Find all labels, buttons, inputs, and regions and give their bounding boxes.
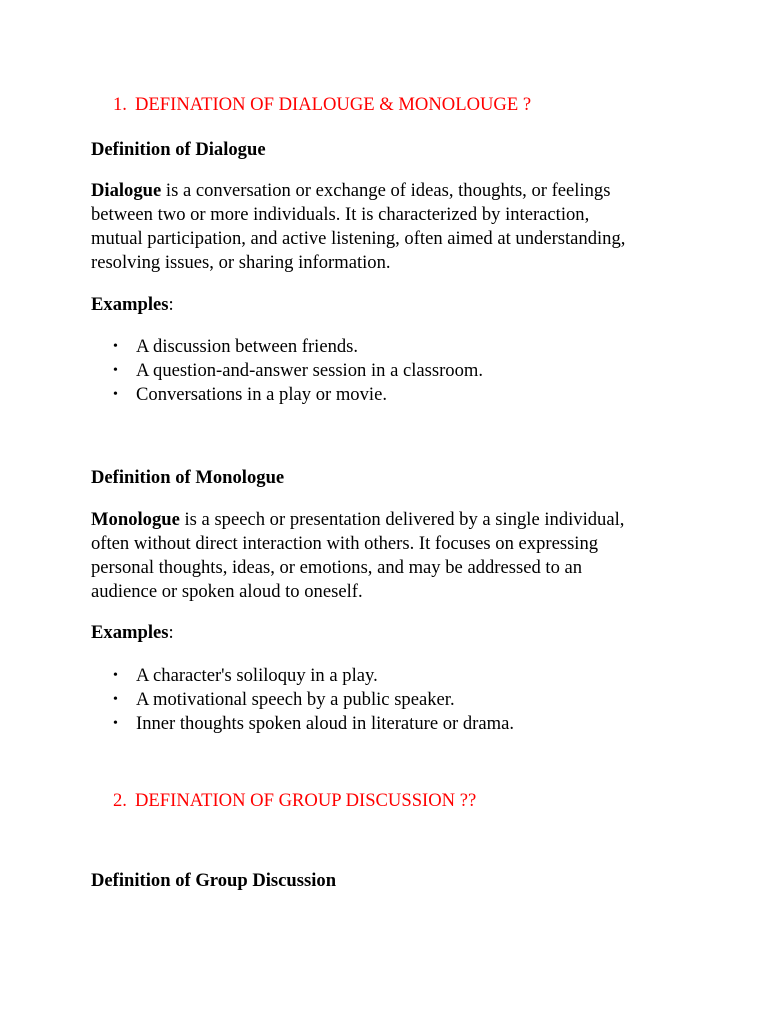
paragraph-line: between two or more individuals. It is characterized by interaction, — [91, 204, 590, 225]
dialogue-term: Dialogue — [91, 180, 162, 201]
bullet-icon: • — [113, 668, 118, 683]
dialogue-title: Definition of Dialogue — [91, 139, 266, 160]
monologue-term: Monologue — [91, 509, 180, 530]
dialogue-paragraph — [91, 179, 691, 275]
monologue-examples-list — [91, 664, 514, 736]
bullet-icon: • — [113, 716, 118, 731]
bullet-icon: • — [113, 339, 118, 354]
list-item: • A character's soliloquy in a play. — [113, 665, 378, 686]
paragraph-line: audience or spoken aloud to oneself. — [91, 581, 363, 602]
dialogue-examples-label: Examples: — [91, 294, 174, 315]
list-item: • A motivational speech by a public speaker. — [113, 689, 455, 710]
paragraph-line: is a speech or presentation delivered by a single individual, — [179, 509, 625, 530]
dialogue-examples-list — [91, 335, 483, 407]
paragraph-line: often without direct interaction with others. It focuses on expressing — [91, 533, 599, 554]
monologue-paragraph — [91, 508, 691, 604]
bullet-icon: • — [113, 692, 118, 707]
paragraph-line: mutual participation, and active listening, often aimed at understanding, — [91, 228, 626, 249]
bullet-icon: • — [113, 387, 118, 402]
monologue-examples-label: Examples: — [91, 622, 174, 643]
section-number: 2. — [113, 790, 127, 811]
list-item: • A discussion between friends. — [113, 336, 359, 357]
bullet-icon: • — [113, 363, 118, 378]
section-heading-2 — [113, 789, 476, 813]
monologue-title: Definition of Monologue — [91, 467, 285, 488]
paragraph-line: resolving issues, or sharing information. — [91, 252, 391, 273]
section-heading-text: DEFINATION OF DIALOUGE & MONOLOUGE ? — [135, 94, 532, 115]
list-item: • Inner thoughts spoken aloud in literature or drama. — [113, 713, 514, 734]
group-discussion-title: Definition of Group Discussion — [91, 870, 337, 891]
section-heading-text: DEFINATION OF GROUP DISCUSSION ?? — [135, 790, 477, 811]
paragraph-line: personal thoughts, ideas, or emotions, and may be addressed to an — [91, 557, 583, 578]
section-number: 1. — [113, 94, 127, 115]
list-item: • A question-and-answer session in a classroom. — [113, 360, 484, 381]
paragraph-line: is a conversation or exchange of ideas, thoughts, or feelings — [161, 180, 611, 201]
section-heading-1 — [113, 93, 531, 117]
list-item: • Conversations in a play or movie. — [113, 384, 387, 405]
